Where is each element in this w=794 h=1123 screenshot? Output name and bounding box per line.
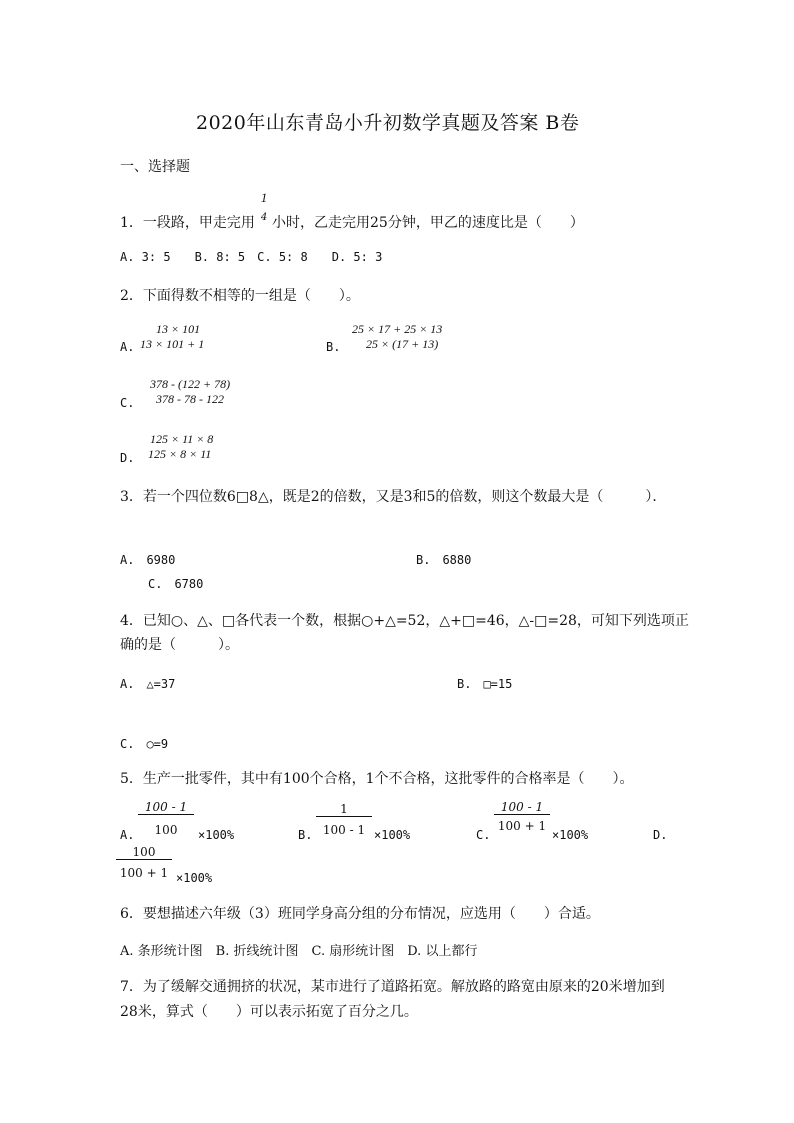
option-d-fraction — [116, 845, 172, 880]
question-1 — [120, 212, 255, 232]
question-4-stem-line-1: 4．已知○、△、□各代表一个数，根据○+△=52，△+□=46，△-□=28，可知下列选项正 — [120, 613, 689, 629]
question-1-text-pre: 1．一段路，甲走完用 — [120, 215, 255, 231]
fraction-numerator: 100 — [116, 845, 172, 860]
option-a-label: A. — [120, 340, 135, 354]
times-label: ×100% — [198, 828, 235, 842]
option-b-expression — [346, 322, 442, 352]
section-heading: 一、选择题 — [120, 159, 190, 175]
expression-line-1: 378 - (122 + 78) — [150, 377, 231, 391]
page-title: 2020年山东青岛小升初数学真题及答案 B卷 — [196, 112, 580, 134]
question-7-stem-line-1: 7．为了缓解交通拥挤的状况，某市进行了道路拓宽。解放路的路宽由原来的20米增加到 — [120, 979, 665, 995]
option-d-label: D. — [653, 828, 668, 842]
question-1-options: A. 3: 5 B. 8: 5 C. 5: 8 D. 5: 3 — [120, 250, 383, 264]
option-a-fraction — [138, 800, 194, 837]
fraction-numerator: 100 - 1 — [138, 800, 194, 815]
fraction-denominator: 100 - 1 — [322, 823, 366, 837]
question-4-option-a: A. △=37 — [120, 677, 176, 691]
question-4-option-c: C. ○=9 — [120, 737, 169, 751]
expression-line-2: 125 × 8 × 11 — [148, 447, 212, 461]
option-d-expression — [144, 432, 213, 462]
fraction-numerator: 1 — [260, 190, 268, 205]
question-5-stem: 5．生产一批零件，其中有100个合格，1个不合格，这批零件的合格率是（ ）。 — [120, 771, 634, 787]
expression-line-1: 25 × 17 + 25 × 13 — [352, 322, 443, 336]
option-c-expression — [144, 377, 230, 407]
question-4-stem-line-2: 确的是（ ）。 — [120, 637, 239, 653]
expression-line-2: 378 - 78 - 122 — [156, 392, 224, 406]
question-2-stem: 2．下面得数不相等的一组是（ ）。 — [120, 288, 360, 304]
option-a-expression — [132, 322, 204, 352]
option-c-fraction — [494, 800, 550, 833]
question-6-stem: 6．要想描述六年级（3）班同学身高分组的分布情况，应选用（ ）合适。 — [120, 906, 600, 922]
fraction-numerator: 1 — [316, 802, 372, 817]
question-3-option-c: C. 6780 — [148, 577, 204, 591]
option-c-label: C. — [476, 828, 491, 842]
question-1-fraction — [258, 190, 270, 223]
expression-line-2: 25 × (17 + 13) — [366, 337, 439, 351]
fraction-denominator: 100 + 1 — [119, 866, 169, 880]
option-c-label: C. — [120, 396, 135, 410]
option-a-label: A. — [120, 828, 135, 842]
times-label: ×100% — [552, 828, 589, 842]
question-3-stem: 3．若一个四位数6□8△，既是2的倍数，又是3和5的倍数，则这个数最大是（ ）． — [120, 489, 667, 505]
fraction-denominator: 100 + 1 — [497, 819, 547, 833]
expression-line-1: 13 × 101 — [156, 322, 201, 336]
fraction-numerator: 100 - 1 — [494, 800, 550, 815]
question-6-options: A. 条形统计图 B. 折线统计图 C. 扇形统计图 D. 以上都行 — [120, 944, 478, 959]
times-label: ×100% — [176, 871, 213, 885]
question-4-option-b: B. □=15 — [457, 677, 513, 691]
option-b-fraction — [316, 802, 372, 837]
expression-line-1: 125 × 11 × 8 — [150, 432, 214, 446]
expression-line-2: 13 × 101 + 1 — [140, 337, 205, 351]
question-7-stem-line-2: 28米，算式（ ）可以表示拓宽了百分之几。 — [120, 1004, 418, 1020]
question-3-option-b: B. 6880 — [416, 553, 472, 567]
option-b-label: B. — [298, 828, 313, 842]
fraction-denominator: 100 — [154, 823, 178, 837]
question-3-option-a: A. 6980 — [120, 553, 176, 567]
fraction-denominator: 4 — [260, 212, 268, 223]
times-label: ×100% — [374, 828, 411, 842]
option-d-label: D. — [120, 451, 135, 465]
option-b-label: B. — [326, 340, 341, 354]
question-1-text-post: 小时，乙走完用25分钟，甲乙的速度比是（ ） — [272, 215, 584, 231]
